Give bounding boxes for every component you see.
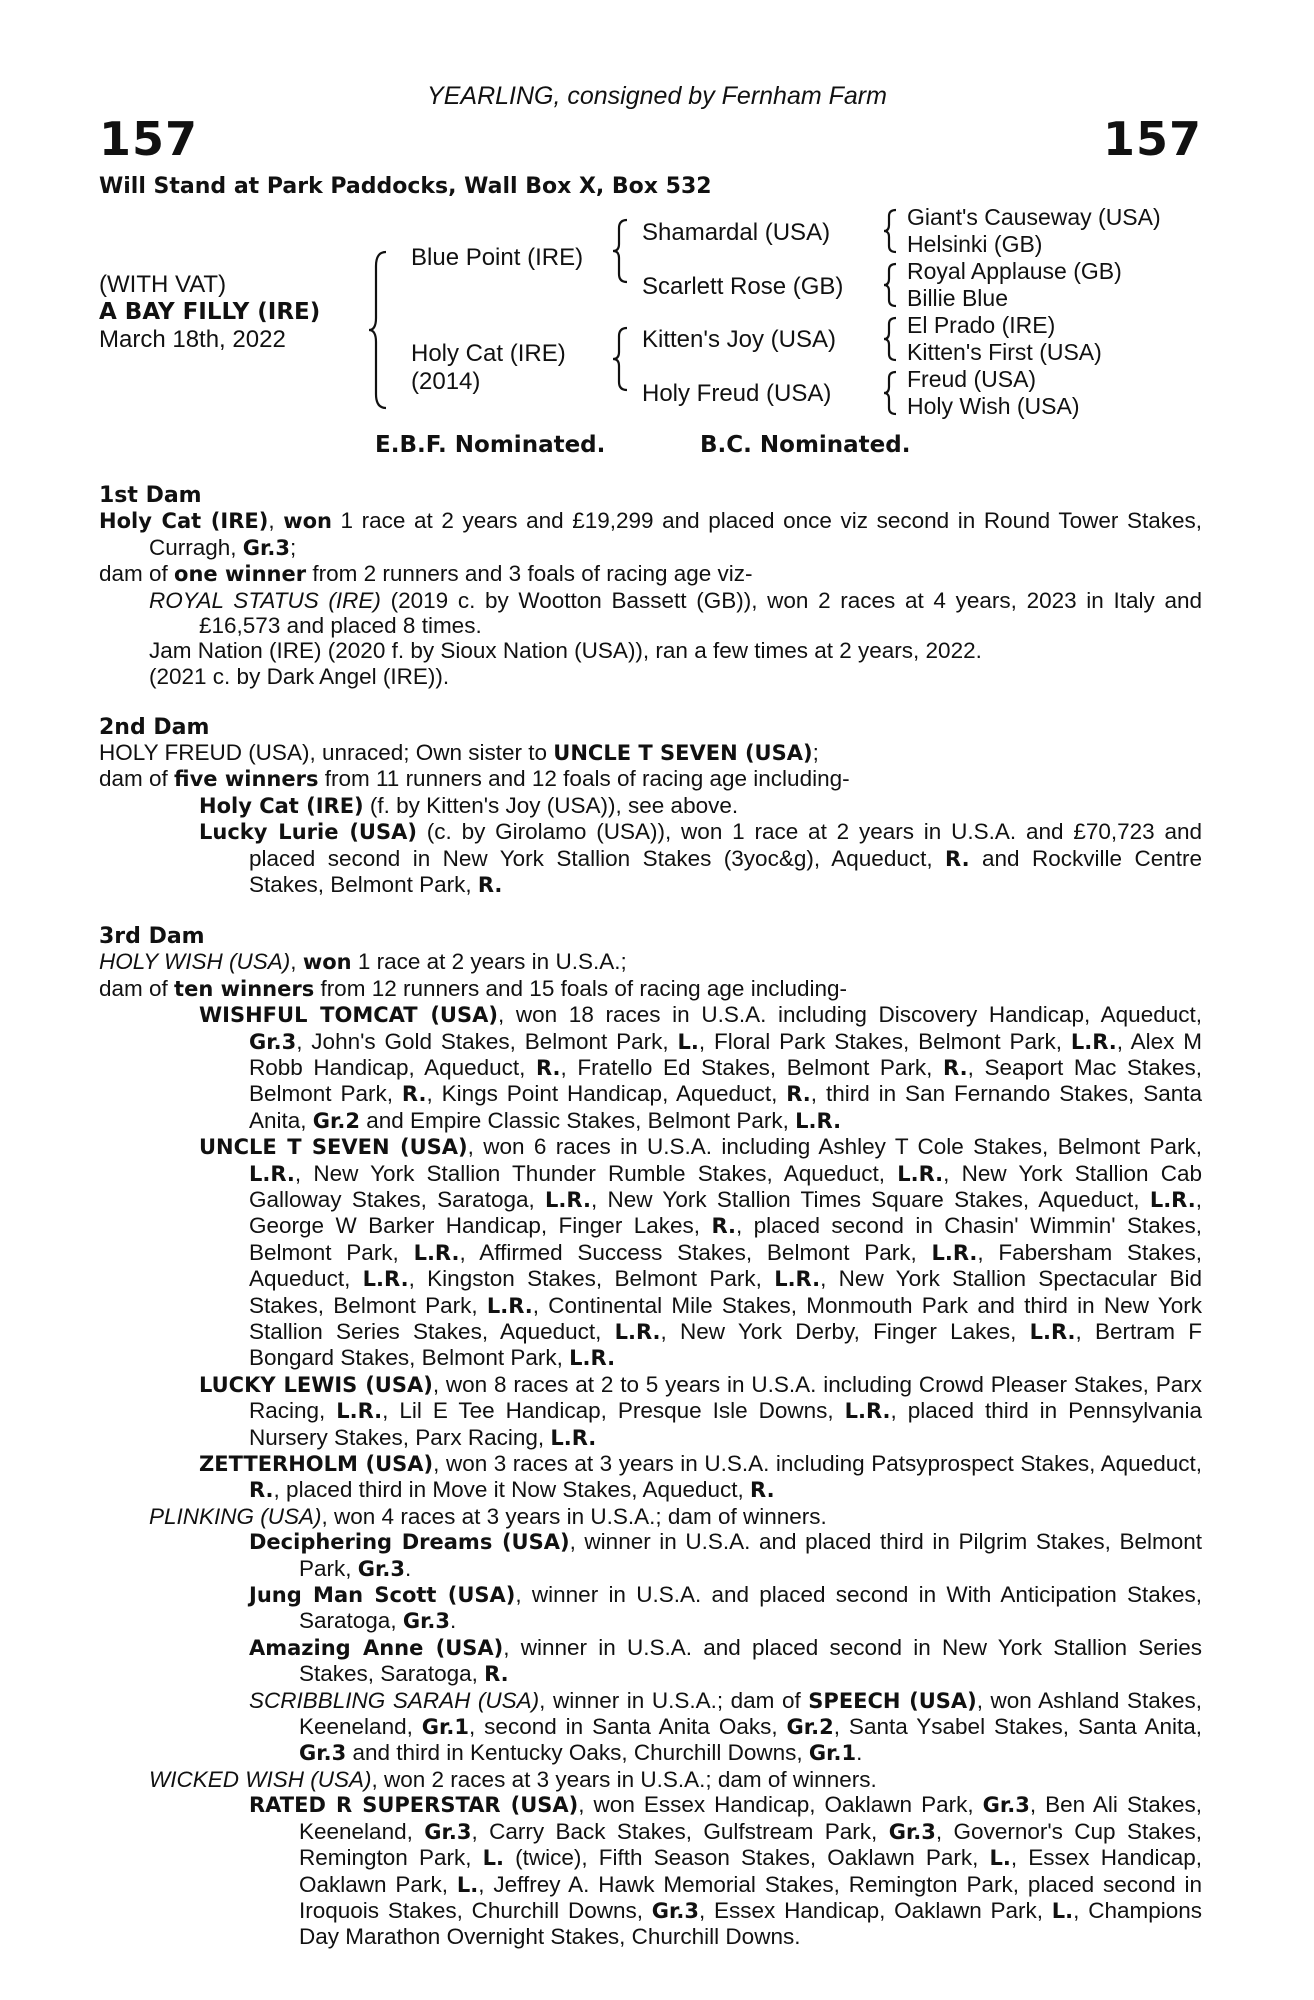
produce-holy-cat: Holy Cat (IRE) (f. by Kitten's Joy (USA)), see above. [199,792,739,818]
produce-wishful-tomcat: WISHFUL TOMCAT (USA), won 18 races in U.S.A. including Discovery Handicap, Aqueduct, Gr.3, John's Gold Stakes, Belmont Park, L., Floral Park Stakes, Belmont Park, L.R., Alex M Robb Handicap, Aqueduct, R., Fratello Ed Stakes, Belmont Park, R., Seaport Mac Stakes, Belmont Park, R., Kings Point Handicap, Aqueduct, R., third in San Fernando Stakes, Santa Anita, Gr.2 and Empire Classic Stakes, Belmont Park, L.R. [199,1002,1203,1133]
vat-note: (WITH VAT) [99,271,227,298]
third-dam-record: HOLY WISH (USA), won 1 race at 2 years in U.S.A.; [99,949,627,975]
pedigree-ssd: Helsinki (GB) [907,231,1043,257]
produce-2021: (2021 c. by Dark Angel (IRE)). [149,663,450,689]
second-dam-record: HOLY FREUD (USA), unraced; Own sister to UNCLE T SEVEN (USA); [99,740,819,766]
pedigree-brace-sire [616,218,632,284]
produce-lucky-lewis: LUCKY LEWIS (USA), won 8 races at 2 to 5 years in U.S.A. including Crowd Pleaser Stakes, Parx Racing, L.R., Lil E Tee Handicap, Presque Isle Downs, L.R., placed third in Pennsylvania Nursery Stakes, Parx Racing, L.R. [199,1371,1202,1450]
lot-number-right: 157 [1102,112,1202,166]
pedigree-brace-dd [886,370,900,416]
third-dam-produce: dam of ten winners from 12 runners and 15 foals of racing age including- [99,975,848,1001]
horse-dob: March 18th, 2022 [99,326,286,353]
produce-scribbling-sarah: SCRIBBLING SARAH (USA), winner in U.S.A.; dam of SPEECH (USA), won Ashland Stakes, Keeneland, Gr.1, second in Santa Anita Oaks, Gr.2, Santa Ysabel Stakes, Santa Anita, Gr.3 and third in Kentucky Oaks, Churchill Downs, Gr.1. [249,1687,1203,1766]
bc-nomination: B.C. Nominated. [700,432,911,458]
produce-royal-status: ROYAL STATUS (IRE) (2019 c. by Wootton Bassett (GB)), won 2 races at 4 years, 2023 in Italy and £16,573 and placed 8 times. [149,587,1202,639]
pedigree-brace-ds [886,316,900,362]
pedigree-sire: Blue Point (IRE) [411,244,584,271]
produce-uncle-t-seven: UNCLE T SEVEN (USA), won 6 races in U.S.A. including Ashley T Cole Stakes, Belmont Park, L.R., New York Stallion Thunder Rumble Stakes, Aqueduct, L.R., New York Stallion Cab Galloway Stakes, Saratoga, L.R., New York Stallion Times Square Stakes, Aqueduct, L.R., George W Barker Handicap, Finger Lakes, R., placed second in Chasin' Wimmin' Stakes, Belmont Park, L.R., Affirmed Success Stakes, Belmont Park, L.R., Fabersham Stakes, Aqueduct, L.R., Kingston Stakes, Belmont Park, L.R., New York Stallion Spectacular Bid Stakes, Belmont Park, L.R., Continental Mile Stakes, Monmouth Park and third in New York Stallion Series Stakes, Aqueduct, L.R., New York Derby, Finger Lakes, L.R., Bertram F Bongard Stakes, Belmont Park, L.R. [199,1134,1202,1371]
pedigree-ddd: Holy Wish (USA) [907,393,1080,419]
pedigree-sds: Royal Applause (GB) [907,258,1122,284]
pedigree-sire-dam: Scarlett Rose (GB) [642,273,844,300]
consignor-line: YEARLING, consigned by Fernham Farm [427,82,887,110]
pedigree-dds: Freud (USA) [907,366,1037,392]
pedigree-dam-sire: Kitten's Joy (USA) [642,326,836,353]
pedigree-dam-year: (2014) [411,368,481,395]
pedigree-brace-sd [886,262,900,308]
pedigree-dam-dam: Holy Freud (USA) [642,380,832,407]
stand-location: Will Stand at Park Paddocks, Wall Box X, Box 532 [99,174,712,199]
pedigree-dss: El Prado (IRE) [907,312,1056,338]
pedigree-sire-sire: Shamardal (USA) [642,219,831,246]
first-dam-produce: dam of one winner from 2 runners and 3 foals of racing age viz- [99,561,753,587]
lot-number-left: 157 [99,112,199,166]
third-dam-heading: 3rd Dam [99,923,205,949]
first-dam-heading: 1st Dam [99,483,202,508]
produce-amazing-anne: Amazing Anne (USA), winner in U.S.A. and placed second in New York Stallion Series Stakes, Saratoga, R. [249,1634,1202,1687]
second-dam-produce: dam of five winners from 11 runners and 12 foals of racing age including- [99,766,850,792]
produce-plinking: PLINKING (USA), won 4 races at 3 years in U.S.A.; dam of winners. [149,1503,827,1529]
pedigree-brace-gen1 [372,250,392,410]
first-dam-record: Holy Cat (IRE), won 1 race at 2 years and £19,299 and placed once viz second in Round Tower Stakes, Curragh, Gr.3; [99,508,1202,560]
pedigree-sss: Giant's Causeway (USA) [907,204,1161,230]
pedigree-sdd: Billie Blue [907,285,1008,311]
produce-deciphering-dreams: Deciphering Dreams (USA), winner in U.S.A. and placed third in Pilgrim Stakes, Belmont Park, Gr.3. [249,1529,1202,1581]
pedigree-dam: Holy Cat (IRE) [411,340,566,367]
produce-lucky-lurie: Lucky Lurie (USA) (c. by Girolamo (USA)), won 1 race at 2 years in U.S.A. and £70,723 and placed second in New York Stallion Stakes (3yoc&g), Aqueduct, R. and Rockville Centre Stakes, Belmont Park, R. [199,819,1203,898]
pedigree-brace-ss [886,208,900,254]
produce-rated-r-superstar: RATED R SUPERSTAR (USA), won Essex Handicap, Oaklawn Park, Gr.3, Ben Ali Stakes, Keeneland, Gr.3, Carry Back Stakes, Gulfstream Park, Gr.3, Governor's Cup Stakes, Remington Park, L. (twice), Fifth Season Stakes, Oaklawn Park, L., Essex Handicap, Oaklawn Park, L., Jeffrey A. Hawk Memorial Stakes, Remington Park, placed second in Iroquois Stakes, Churchill Downs, Gr.3, Essex Handicap, Oaklawn Park, L., Champions Day Marathon Overnight Stakes, Churchill Downs. [249,1792,1203,1950]
produce-jung-man-scott: Jung Man Scott (USA), winner in U.S.A. and placed second in With Anticipation Stakes, Saratoga, Gr.3. [249,1582,1202,1634]
horse-name: A BAY FILLY (IRE) [99,299,321,325]
produce-jam-nation: Jam Nation (IRE) (2020 f. by Sioux Nation (USA)), ran a few times at 2 years, 2022. [149,638,982,664]
produce-zetterholm: ZETTERHOLM (USA), won 3 races at 3 years in U.S.A. including Patsyprospect Stakes, Aqueduct, R., placed third in Move it Now Stakes, Aqueduct, R. [199,1451,1202,1503]
produce-wicked-wish: WICKED WISH (USA), won 2 races at 3 years in U.S.A.; dam of winners. [149,1766,877,1792]
pedigree-dsd: Kitten's First (USA) [907,339,1102,365]
pedigree-brace-dam [616,326,632,392]
second-dam-heading: 2nd Dam [99,714,210,740]
catalogue-body [99,483,1202,1950]
ebf-nomination: E.B.F. Nominated. [375,432,606,458]
